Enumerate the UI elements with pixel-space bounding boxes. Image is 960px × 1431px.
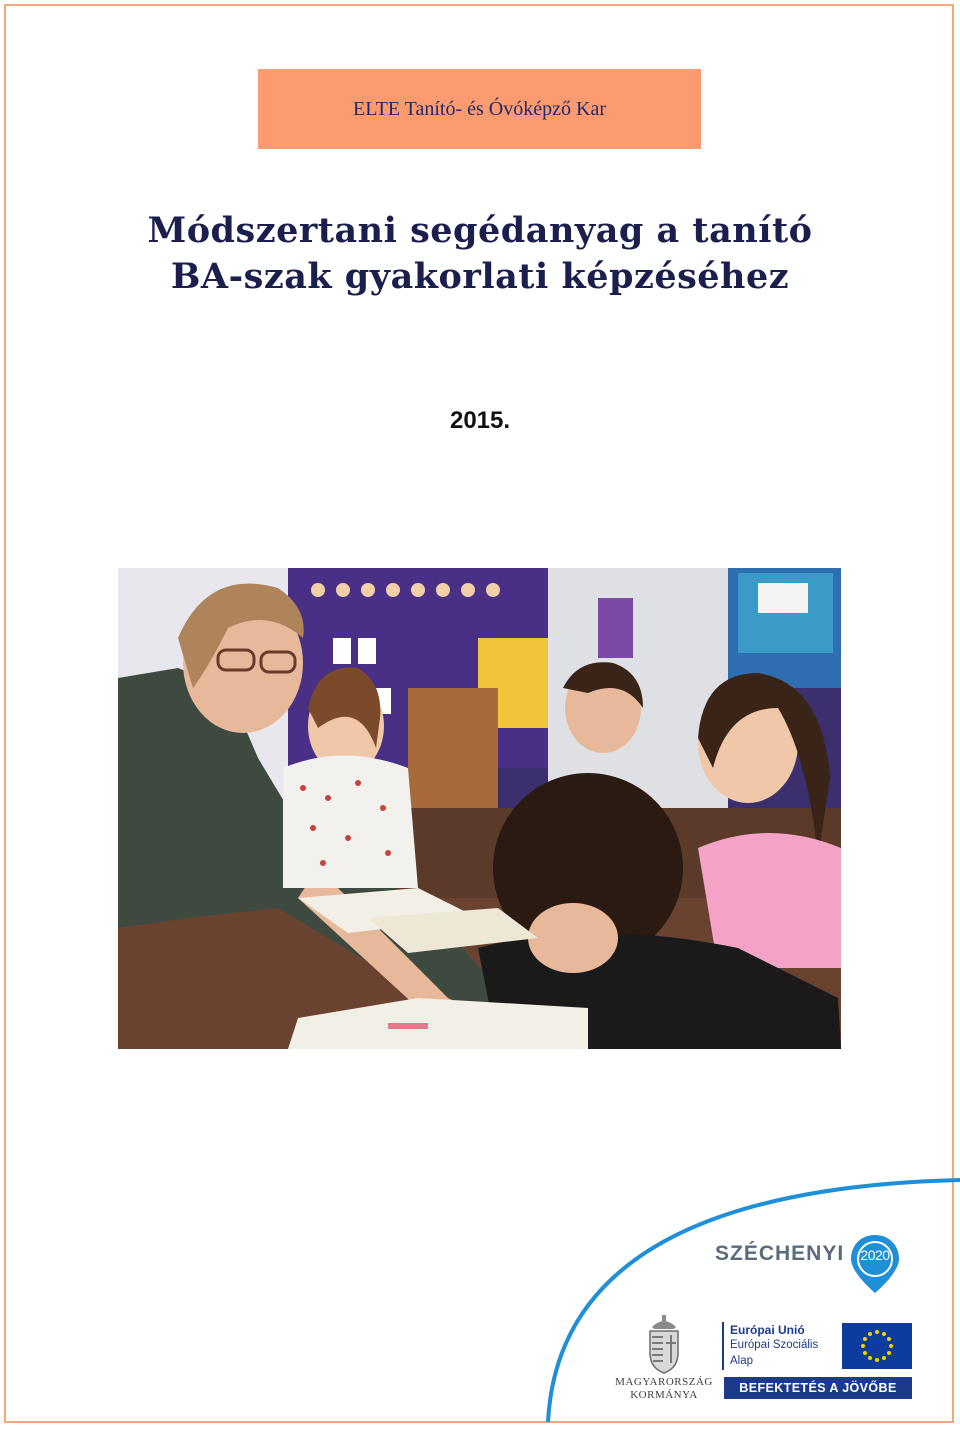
location-pin-icon xyxy=(848,1233,902,1295)
publication-year: 2015. xyxy=(449,407,511,434)
government-name-line-2: KORMÁNYA xyxy=(630,1389,698,1401)
government-name-line-1: MAGYARORSZÁG xyxy=(615,1376,713,1388)
szechenyi-logo-text: SZÉCHENYI xyxy=(715,1242,845,1265)
eu-fund-line-2: Alap xyxy=(730,1355,754,1367)
coat-of-arms-icon xyxy=(644,1313,684,1375)
eu-slogan: BEFEKTETÉS A JÖVŐBE xyxy=(739,1381,897,1395)
title-line-1: Módszertani segédanyag a tanító xyxy=(147,210,813,251)
szechenyi-year: 2020 xyxy=(860,1247,890,1263)
classroom-photo xyxy=(118,568,841,1049)
title-line-2: BA-szak gyakorlati képzéséhez xyxy=(170,256,790,297)
eu-divider xyxy=(722,1322,724,1370)
faculty-name: ELTE Tanító- és Óvóképző Kar xyxy=(353,97,606,120)
eu-fund-line-1: Európai Szociális xyxy=(730,1339,819,1351)
eu-slogan-bar xyxy=(724,1377,912,1399)
eu-flag-icon xyxy=(842,1323,912,1369)
document-title xyxy=(0,208,960,300)
eu-name: Európai Unió xyxy=(730,1323,805,1337)
faculty-banner xyxy=(258,69,701,149)
